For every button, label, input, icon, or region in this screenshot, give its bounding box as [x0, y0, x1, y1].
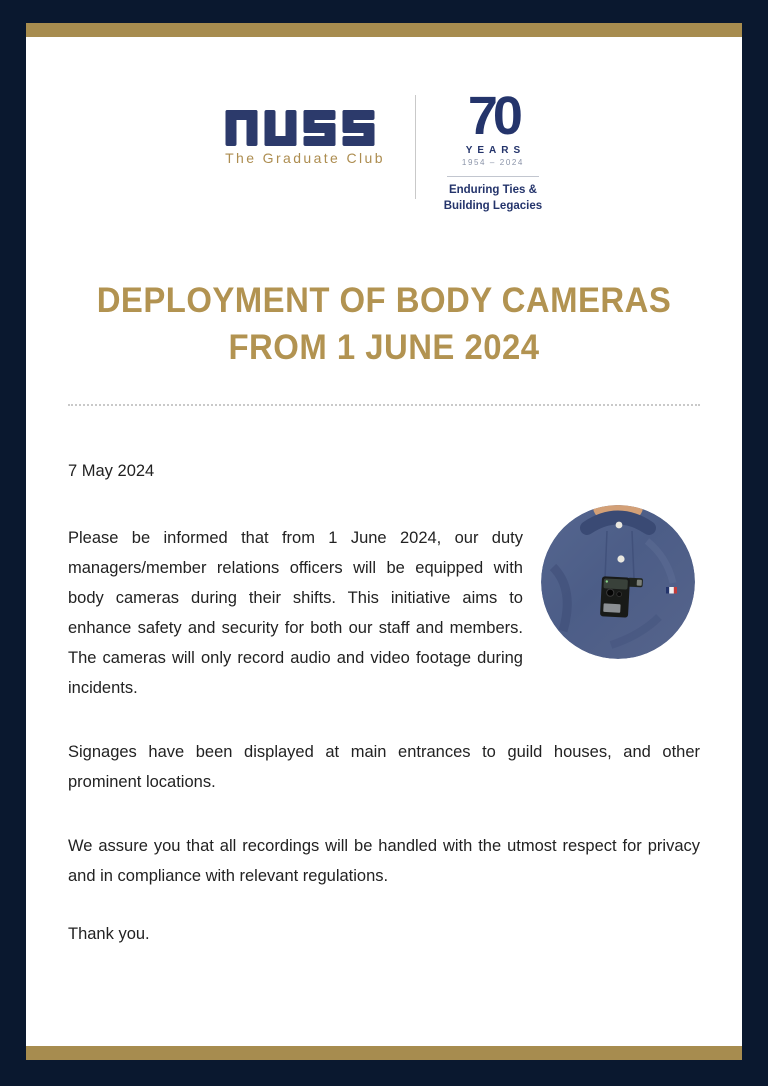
letter-content — [26, 37, 742, 1046]
anniversary-logo — [443, 86, 543, 214]
shirt-logo-patch — [666, 587, 677, 594]
nuss-tagline: The Graduate Club — [225, 150, 385, 166]
notice-title — [87, 278, 681, 370]
nuss-wordmark-text — [305, 146, 306, 147]
anniversary-number: 70 — [467, 86, 518, 146]
logo-divider — [415, 95, 416, 199]
notice-title-line2: FROM 1 JUNE 2024 — [228, 327, 540, 367]
anniversary-tagline-line2: Building Legacies — [443, 199, 543, 212]
notice-title-line1: DEPLOYMENT OF BODY CAMERAS — [96, 281, 672, 321]
anniversary-period: 1954 – 2024 — [461, 158, 524, 168]
paragraph-1: Please be informed that from 1 June 2024, our duty managers/member relations officers will be equipped with body cameras during their shifts. This initiative aims to enhance safety and security for both our staff and members. The cameras will only record audio and video footage during incidents. — [68, 528, 523, 697]
anniversary-tagline-line1: Enduring Ties & — [448, 184, 537, 197]
nuss-wordmark-icon — [225, 110, 375, 146]
letter-sheet — [26, 23, 742, 1060]
paragraph-2: Signages have been displayed at main entrances to guild houses, and other prominent locations. — [68, 742, 700, 791]
body-camera-photo — [541, 505, 695, 659]
nuss-logo — [225, 110, 385, 166]
closing-line: Thank you. — [68, 924, 150, 943]
letterhead — [68, 86, 700, 214]
dotted-separator — [68, 404, 700, 406]
anniversary-rule — [447, 176, 539, 177]
paragraph-3: We assure you that all recordings will be handled with the utmost respect for privacy and in compliance with relevant regulations. — [68, 836, 700, 885]
body-camera-photo-illustration — [541, 505, 695, 659]
anniversary-tagline — [443, 183, 543, 214]
letter-date: 7 May 2024 — [68, 461, 155, 480]
anniversary-years-label: YEARS — [465, 145, 526, 157]
